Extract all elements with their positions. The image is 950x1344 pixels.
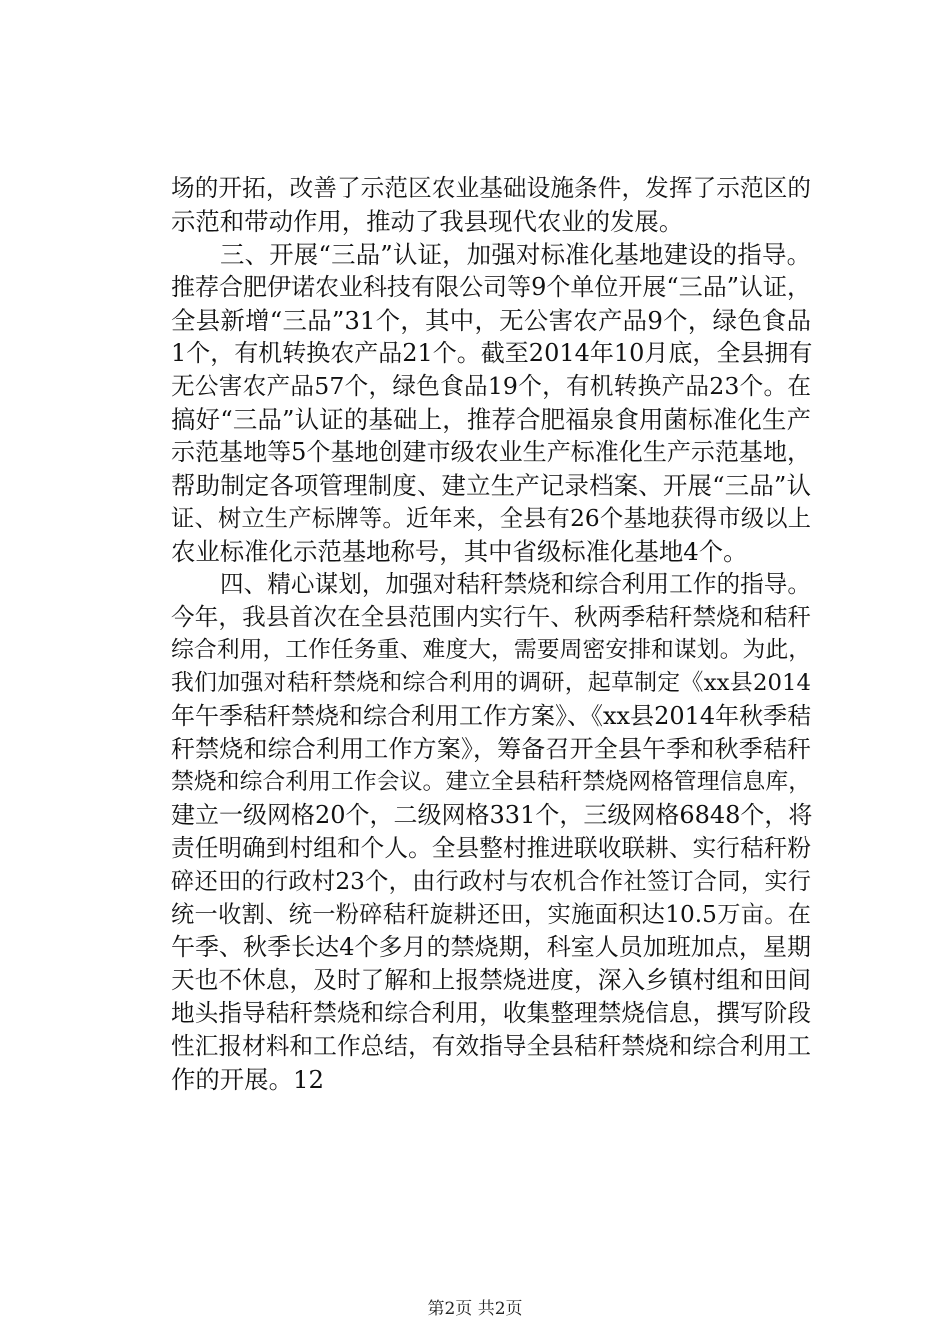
text-line: 责任明确到村组和个人。全县整村推进联收联耕、实行秸秆粉 bbox=[171, 834, 811, 862]
section-heading: 四、精心谋划，加强对秸秆禁烧和综合利用工作的指导。 bbox=[220, 570, 811, 598]
text-line: 今年，我县首次在全县范围内实行午、秋两季秸秆禁烧和秸秆 bbox=[171, 603, 811, 631]
text-line: 碎还田的行政村23个，由行政村与农机合作社签订合同，实行 bbox=[171, 868, 811, 895]
text-line: 统一收割、统一粉碎秸秆旋耕还田，实施面积达10.5万亩。在 bbox=[171, 901, 811, 928]
text-line: 我们加强对秸秆禁烧和综合利用的调研，起草制定《xx县2014 bbox=[171, 670, 811, 696]
text-line: 禁烧和综合利用工作会议。建立全县秸秆禁烧网格管理信息库， bbox=[171, 769, 811, 795]
text-line: 搞好“三品”认证的基础上，推荐合肥福泉食用菌标准化生产 bbox=[171, 405, 811, 434]
text-line: 年午季秸秆禁烧和综合利用工作方案》、《xx县2014年秋季秸 bbox=[171, 702, 812, 730]
text-line: 天也不休息，及时了解和上报禁烧进度，深入乡镇村组和田间 bbox=[171, 966, 811, 994]
text-line: 1个，有机转换农产品21个。截至2014年10月底，全县拥有 bbox=[171, 339, 813, 367]
text-line: 示范和带动作用，推动了我县现代农业的发展。 bbox=[171, 207, 684, 236]
page-number-footer: 第2页 共2页 bbox=[427, 1299, 523, 1319]
document-body bbox=[171, 172, 811, 1096]
text-line: 作的开展。12 bbox=[171, 1065, 324, 1094]
text-line: 帮助制定各项管理制度、建立生产记录档案、开展“三品”认 bbox=[171, 471, 811, 500]
text-line: 午季、秋季长达4个多月的禁烧期，科室人员加班加点，星期 bbox=[171, 933, 811, 961]
text-line: 建立一级网格20个，二级网格331个，三级网格6848个，将 bbox=[171, 801, 813, 829]
text-line: 示范基地等5个基地创建市级农业生产标准化生产示范基地， bbox=[171, 438, 811, 466]
text-line: 性汇报材料和工作总结，有效指导全县秸秆禁烧和综合利用工 bbox=[171, 1032, 811, 1060]
text-line: 推荐合肥伊诺农业科技有限公司等9个单位开展“三品”认证， bbox=[171, 273, 811, 301]
text-line: 综合利用，工作任务重、难度大，需要周密安排和谋划。为此， bbox=[171, 637, 811, 663]
text-line: 证、树立生产标牌等。近年来，全县有26个基地获得市级以上 bbox=[171, 505, 811, 532]
text-line: 农业标准化示范基地称号，其中省级标准化基地4个。 bbox=[171, 537, 748, 566]
text-line: 场的开拓，改善了示范区农业基础设施条件，发挥了示范区的 bbox=[171, 174, 811, 202]
text-line: 无公害农产品57个，绿色食品19个，有机转换产品23个。在 bbox=[171, 372, 811, 400]
text-line: 全县新增“三品”31个，其中，无公害农产品9个，绿色食品 bbox=[171, 306, 811, 335]
text-line: 地头指导秸秆禁烧和综合利用，收集整理禁烧信息，撰写阶段 bbox=[171, 999, 811, 1027]
section-heading: 三、开展“三品”认证，加强对标准化基地建设的指导。 bbox=[220, 240, 811, 269]
text-line: 秆禁烧和综合利用工作方案》，筹备召开全县午季和秋季秸秆 bbox=[171, 735, 811, 763]
